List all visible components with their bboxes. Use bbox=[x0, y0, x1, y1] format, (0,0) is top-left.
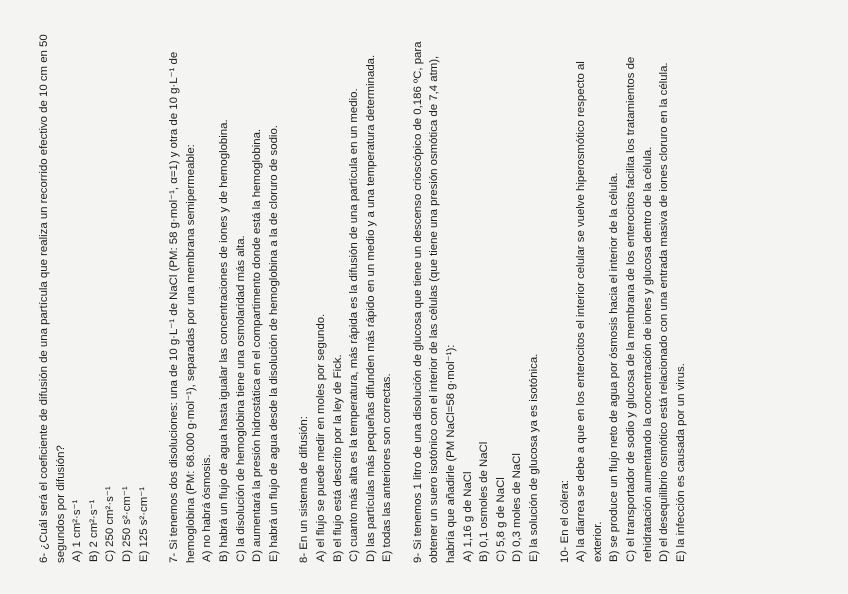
question-stem: 6- ¿Cuál será el coeficiente de difusión de una partícula que realiza un recorrido efectivo de 10 cm en 50 segundos por difusión? bbox=[38, 34, 67, 563]
question-stem: 10- En el cólera: bbox=[558, 480, 571, 563]
option-d: D) 0,3 moles de NaCl bbox=[511, 453, 524, 562]
option-a: A) 1 cm²·s⁻¹ bbox=[71, 499, 84, 562]
option-e: E) 125 s²·cm⁻¹ bbox=[137, 487, 150, 562]
option-b: B) 0,1 osmoles de NaCl bbox=[478, 441, 491, 562]
option-e: E) habrá un flujo de agua desde la disolución de hemoglobina a la de cloruro de sodio. bbox=[267, 125, 280, 562]
option-c: C) la disolución de hemoglobina tiene una osmolaridad más alta. bbox=[234, 235, 247, 562]
question-stem: 8- En un sistema de difusión: bbox=[298, 416, 311, 563]
option-b: B) se produce un flujo neto de agua por ósmosis hacia el interior de la célula. bbox=[608, 172, 621, 562]
question-stem: 9- Si tenemos 1 litro de una disolución de glucosa que tiene un descenso crioscópico de 0,186 ºC, para obtener un suero isotónico con el interior de las células (que tiene una presión osmótica de 7,4 atm), habría que añadirle (PM NaCl=58 g·mol⁻¹): bbox=[411, 41, 458, 563]
option-a: A) 1,16 g de NaCl bbox=[461, 471, 474, 562]
option-b: B) 2 cm²·s⁻¹ bbox=[87, 499, 100, 562]
option-c: C) el transportador de sodio y glucosa de la membrana de los enterocitos facilita los tratamientos de rehidratación aumentando la concentración de iones y glucosa dentro de la célula. bbox=[625, 56, 654, 562]
option-d: D) las partículas más pequeñas difunden más rápido en un medio y a una temperatura determinada. bbox=[364, 54, 377, 562]
document-page bbox=[24, 17, 824, 577]
question-8 bbox=[296, 27, 396, 563]
option-d: D) aumentará la presión hidrostática en el compartimento donde está la hemoglobina. bbox=[251, 128, 264, 562]
question-10 bbox=[557, 27, 690, 563]
option-e: E) la infección es causada por un virus. bbox=[674, 363, 687, 562]
option-a: A) la diarrea se debe a que en los enterocitos el interior celular se vuelve hiperosmótico respecto al exterior. bbox=[575, 61, 604, 562]
option-b: B) el flujo está descrito por la ley de Fick. bbox=[331, 354, 344, 562]
question-7 bbox=[166, 27, 282, 563]
question-6 bbox=[36, 27, 152, 563]
option-d: D) 250 s²·cm⁻¹ bbox=[120, 486, 133, 562]
option-a: A) el flujo se puede medir en moles por segundo. bbox=[314, 313, 327, 562]
option-c: C) 5,8 g de NaCl bbox=[494, 477, 507, 562]
option-c: C) 250 cm²·s⁻¹ bbox=[104, 486, 117, 562]
option-e: E) todas las anteriores son correctas. bbox=[381, 373, 394, 562]
option-a: A) no habrá ósmosis. bbox=[201, 454, 214, 562]
option-c: C) cuanto más alta es la temperatura, más rápida es la difusión de una partícula en un medio. bbox=[348, 88, 361, 562]
option-d: D) el desequilibrio osmótico está relacionado con una entrada masiva de iones cloruro en la célula. bbox=[658, 62, 671, 562]
question-9 bbox=[410, 27, 543, 563]
question-stem: 7- Si tenemos dos disoluciones: una de 10 g·L⁻¹ de NaCl (PM: 58 g·mol⁻¹, α=1) y otra de 10 g·L⁻¹ de hemoglobina (PM: 68.000 g·mol⁻¹), separadas por una membrana semipermeable: bbox=[168, 51, 197, 563]
option-e: E) la solución de glucosa ya es isotónica. bbox=[528, 353, 541, 562]
option-b: B) habrá un flujo de agua hasta igualar las concentraciones de iones y de hemoglobina. bbox=[217, 119, 230, 562]
